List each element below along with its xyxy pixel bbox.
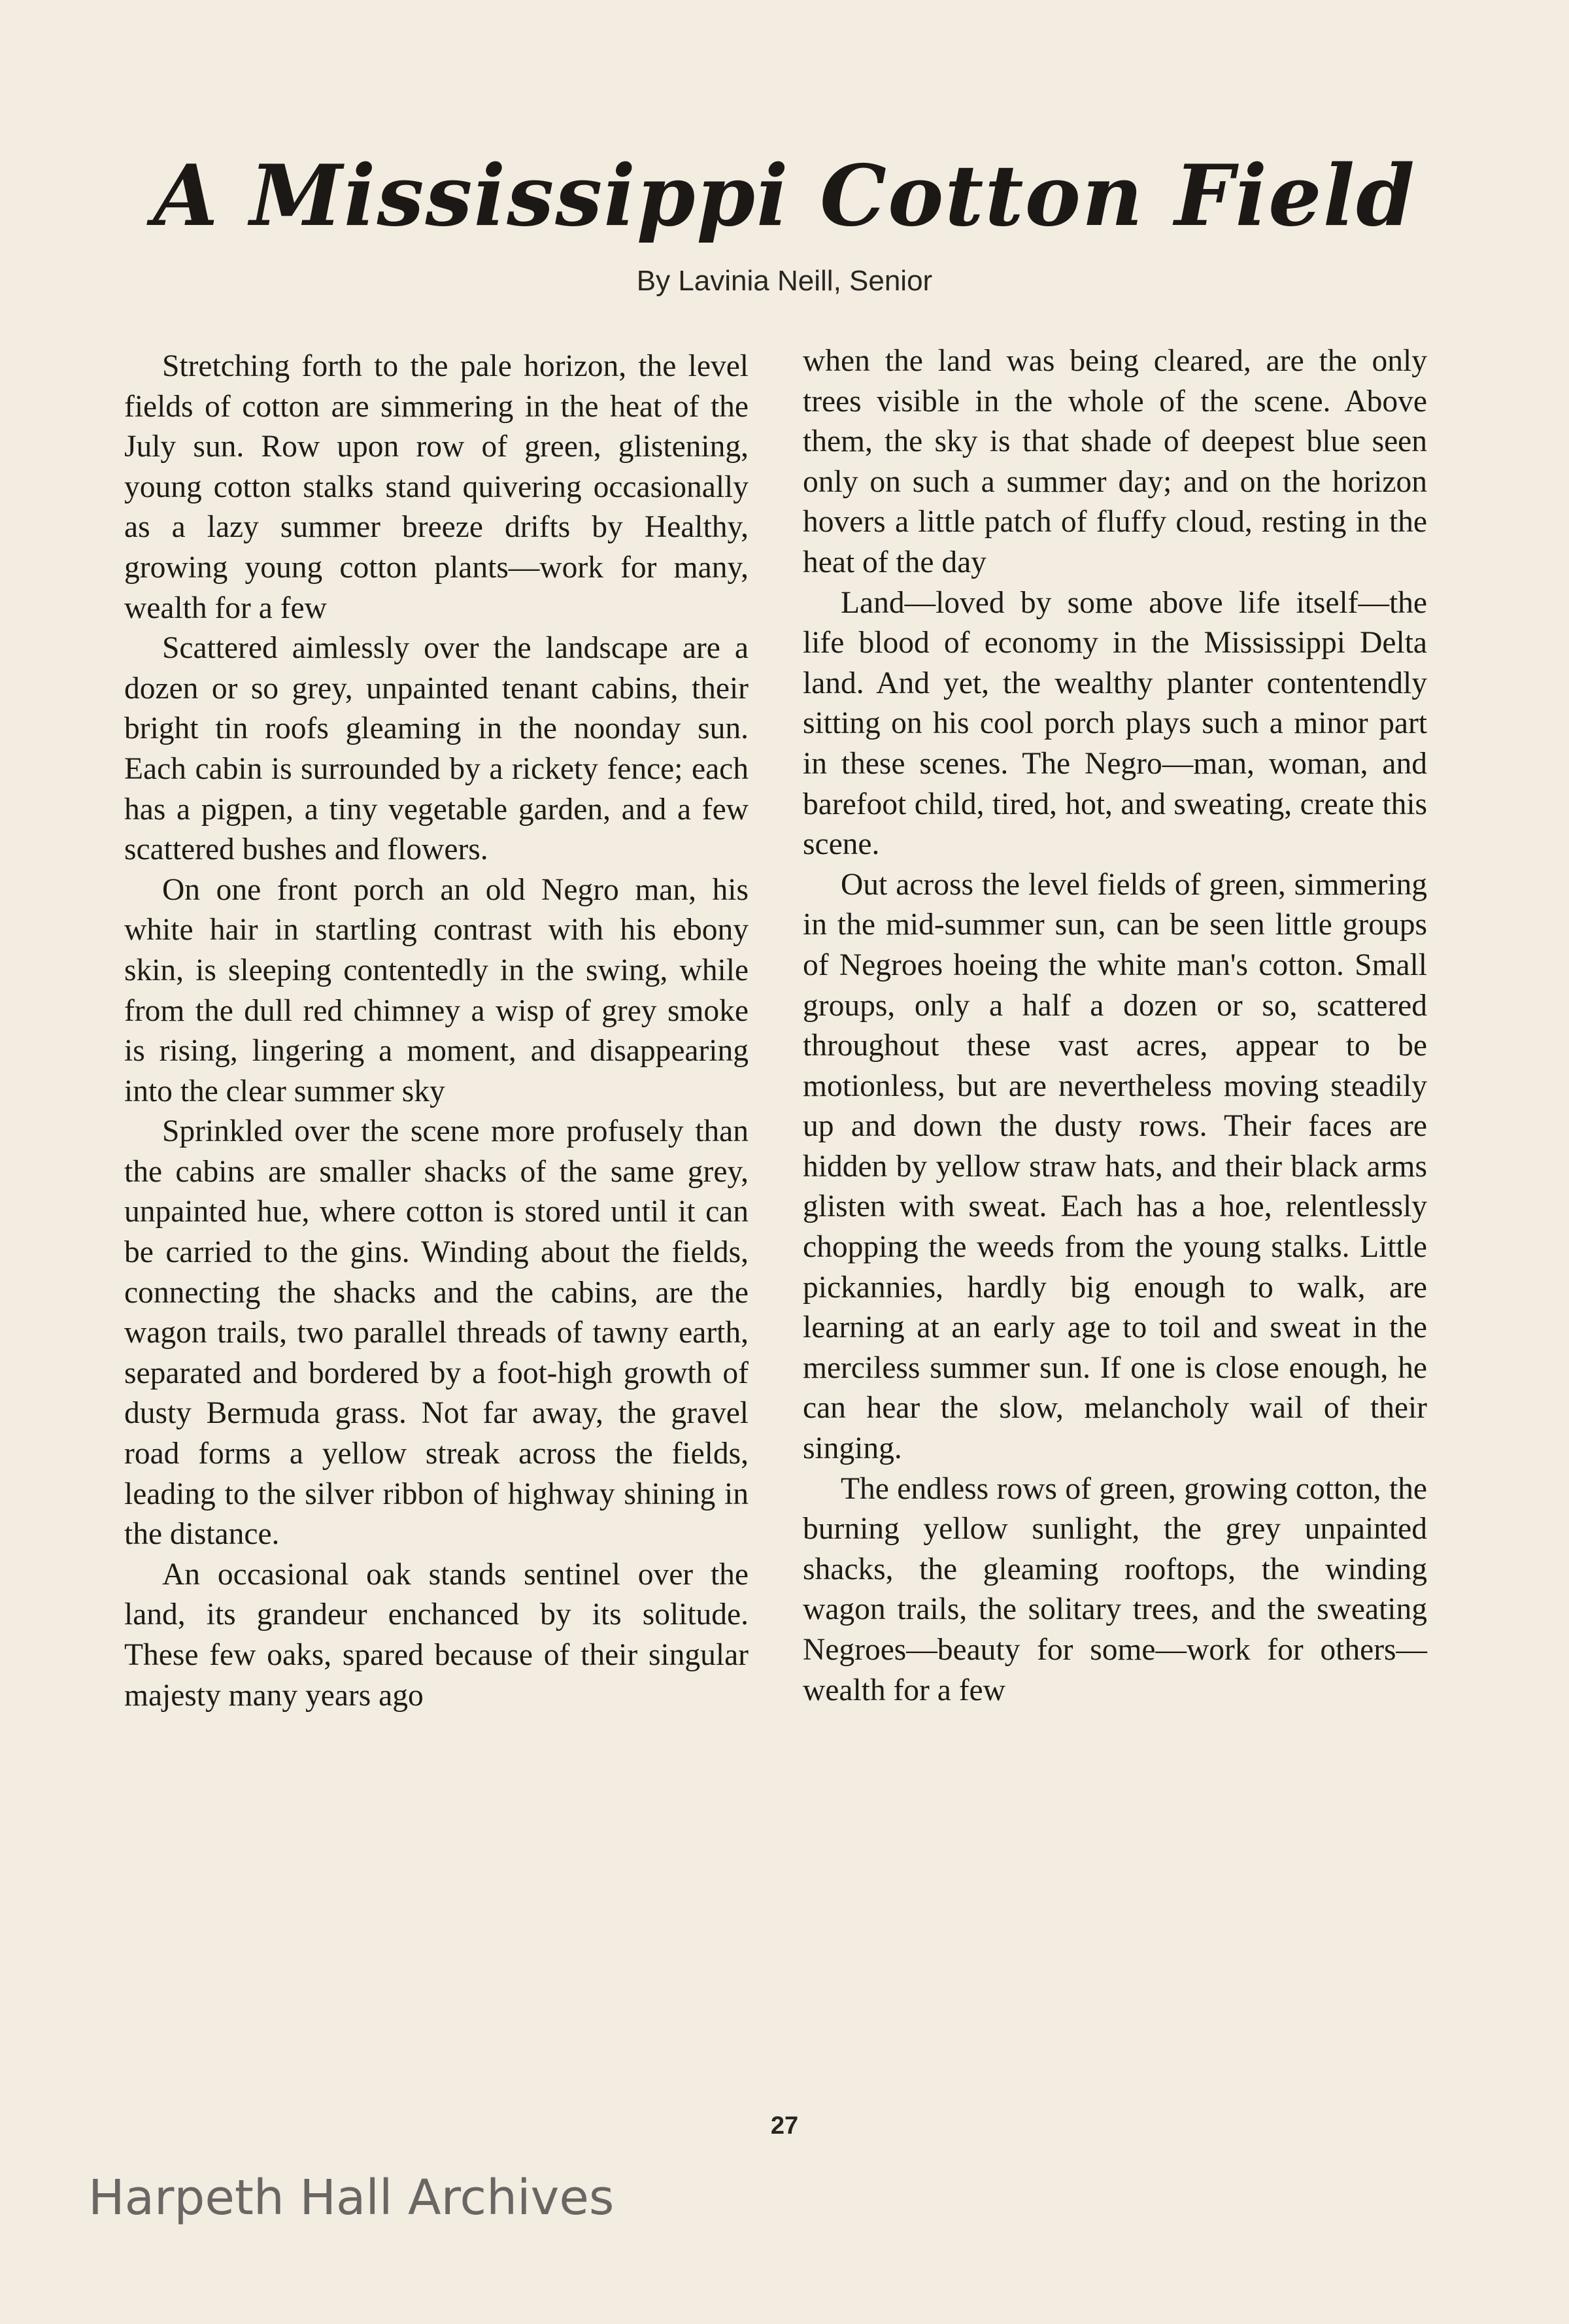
article-title: A Mississippi Cotton Field <box>153 147 1416 245</box>
paragraph: Out across the level fields of green, simmering in the mid-summer sun, can be seen little groups of Negroes hoeing the white man's cotton. Small groups, only a half a dozen or so, scattered throughout these vast acres, appear to be motionless, but are nevertheless moving steadily up and down the dusty rows. Their faces are hidden by yellow straw hats, and their black arms glisten with sweat. Each has a hoe, relentlessly chopping the weeds from the young stalks. Little pickannies, hardly big enough to walk, are learning at an early age to toil and sweat in the merciless summer sun. If one is close enough, he can hear the slow, melancholy wail of their singing. <box>803 867 1427 1466</box>
paragraph-continued: when the land was being cleared, are the only trees visible in the whole of the scene. Above them, the sky is that shade of deepest blue seen only on such a summer day; and on the horizon hovers a little patch of fluffy cloud, resting in the heat of the day <box>803 344 1427 579</box>
paragraph: An occasional oak stands sentinel over the land, its grandeur enchanced by its solitude. These few oaks, spared because of their singular majesty many years ago <box>124 1557 749 1713</box>
right-column <box>803 341 1427 1711</box>
paragraph: Stretching forth to the pale horizon, the level fields of cotton are simmering in the heat of the July sun. Row upon row of green, glistening, young cotton stalks stand quivering occasionally as a lazy summer breeze drifts by Healthy, growing young cotton plants—work for many, wealth for a few <box>124 349 749 625</box>
paragraph: Scattered aimlessly over the landscape are a dozen or so grey, unpainted tenant cabins, their bright tin roofs gleaming in the noonday sun. Each cabin is surrounded by a rickety fence; each has a pigpen, a tiny vegetable garden, and a few scattered bushes and flowers. <box>124 631 749 867</box>
archive-watermark: Harpeth Hall Archives <box>88 2170 615 2226</box>
paragraph: The endless rows of green, growing cotton, the burning yellow sunlight, the grey unpainted shacks, the gleaming rooftops, the winding wagon trails, the solitary trees, and the sweating Negroes—beauty for some—work for others—wealth for a few <box>803 1471 1427 1707</box>
page-number: 27 <box>770 2112 799 2140</box>
byline: By Lavinia Neill, Senior <box>636 265 933 297</box>
paragraph: On one front porch an old Negro man, his white hair in startling contrast with his ebony skin, is sleeping contentedly in the swing, while from the dull red chimney a wisp of grey smoke is rising, lingering a moment, and disappearing into the clear summer sky <box>124 872 749 1108</box>
left-column <box>124 347 749 1716</box>
paragraph: Sprinkled over the scene more profusely than the cabins are smaller shacks of the same grey, unpainted hue, where cotton is stored until it can be carried to the gins. Winding about the fields, connecting the shacks and the cabins, are the wagon trails, two parallel threads of tawny earth, separated and bordered by a foot-high growth of dusty Bermuda grass. Not far away, the gravel road forms a yellow streak across the fields, leading to the silver ribbon of highway shining in the distance. <box>124 1114 749 1552</box>
paragraph: Land—loved by some above life itself—the life blood of economy in the Mississippi Delta land. And yet, the wealthy planter contentendly sitting on his cool porch plays such a minor part in these scenes. The Negro—man, woman, and barefoot child, tired, hot, and sweating, create this scene. <box>803 585 1427 862</box>
